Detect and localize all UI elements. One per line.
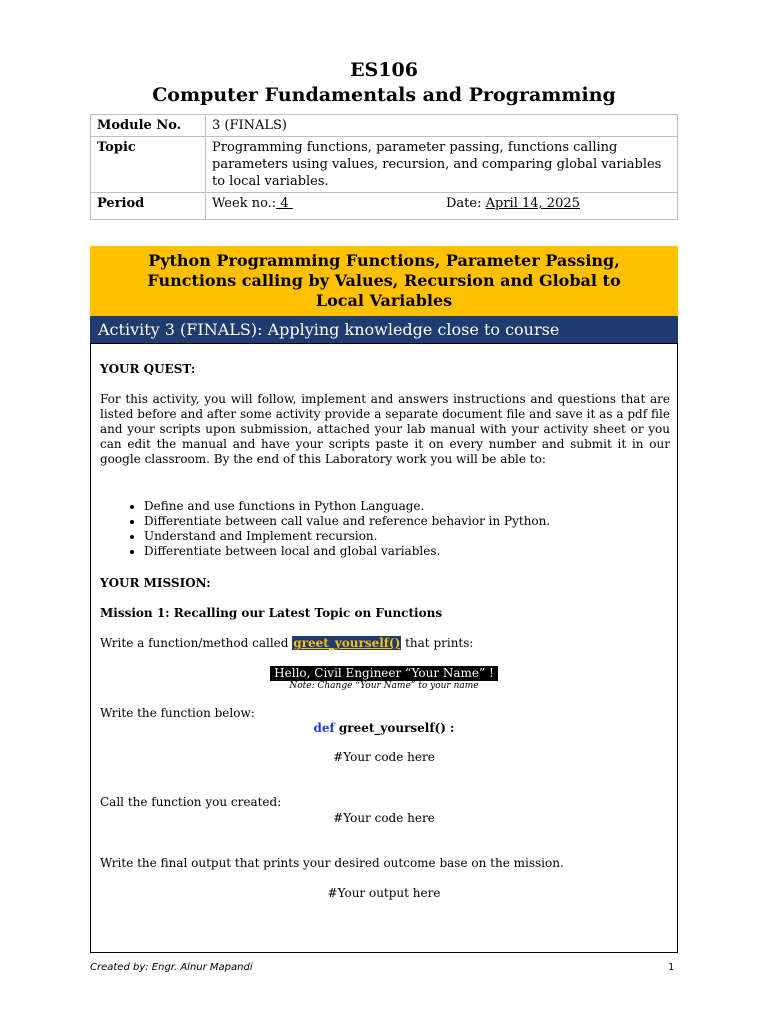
objectives-list: [100, 499, 670, 559]
course-title: Computer Fundamentals and Programming: [152, 84, 616, 106]
mission-heading: YOUR MISSION:: [100, 576, 211, 590]
period-value: [206, 193, 678, 220]
module-value: 3 (FINALS): [206, 115, 678, 137]
output-placeholder: #Your output here: [327, 886, 441, 900]
function-definition: [90, 721, 678, 735]
code-placeholder: #Your code here: [333, 750, 435, 764]
table-row: [91, 137, 678, 193]
topic-label: Topic: [91, 137, 206, 193]
banner-line: Functions calling by Values, Recursion and Global to: [147, 271, 621, 290]
list-item: • Understand and Implement recursion.: [144, 529, 670, 544]
code-placeholder: #Your code here: [333, 811, 435, 825]
week-value: 4: [276, 196, 293, 211]
write-below-label: Write the function below:: [100, 706, 255, 720]
banner-line: Python Programming Functions, Parameter Passing,: [148, 251, 620, 270]
objectives-list-wrap: [100, 499, 670, 559]
date-field: [446, 195, 580, 212]
module-info-table: [90, 114, 678, 220]
list-item: • Differentiate between call value and reference behavior in Python.: [144, 514, 670, 529]
quest-heading: YOUR QUEST:: [100, 362, 196, 376]
instruction-post: that prints:: [401, 636, 474, 650]
name-note: Note: Change “Your Name” to your name: [289, 681, 479, 691]
date-label: Date:: [446, 196, 482, 211]
topic-value: Programming functions, parameter passing, functions calling parameters using values, recursion, and comparing global variables to local variables.: [206, 137, 678, 193]
mission1-title: Mission 1: Recalling our Latest Topic on Functions: [100, 606, 443, 620]
final-instruction: Write the final output that prints your desired outcome base on the mission.: [100, 856, 564, 870]
week-label: Week no.:: [212, 196, 277, 211]
call-instruction: Call the function you created:: [100, 795, 282, 809]
activity-title: Activity 3 (FINALS): Applying knowledge close to course: [90, 316, 678, 343]
page-number: 1: [668, 962, 675, 973]
list-item: • Differentiate between local and global variables.: [144, 544, 670, 559]
table-row: [91, 193, 678, 220]
footer-author: Created by: Engr. Alnur Mapandi: [90, 962, 253, 973]
course-code: ES106: [350, 59, 418, 81]
module-label: Module No.: [91, 115, 206, 137]
quest-paragraph: For this activity, you will follow, implement and answers instructions and questions that are listed before and after some activity provide a separate document file and save it as a pdf file and your scripts upon submission, attached your lab manual with your activity sheet or you can edit the manual and have your scripts paste it on every number and submit it in our google classroom. By the end of this Laboratory work you will be able to:: [100, 392, 670, 466]
table-row: [91, 115, 678, 137]
instruction-pre: Write a function/method called: [100, 636, 293, 650]
output-sample: Hello, Civil Engineer “Your Name” !: [270, 666, 498, 681]
banner-line: Local Variables: [315, 291, 453, 310]
mission-instruction: [100, 636, 670, 651]
def-signature: greet_yourself() :: [334, 721, 455, 735]
date-value: April 14, 2025: [485, 196, 580, 211]
def-keyword: def: [313, 721, 335, 735]
topic-banner: [90, 246, 678, 316]
output-sample-wrap: [90, 666, 678, 681]
list-item: • Define and use functions in Python Language.: [144, 499, 670, 514]
function-name-highlight: greet_yourself(): [293, 636, 401, 650]
period-label: Period: [91, 193, 206, 220]
